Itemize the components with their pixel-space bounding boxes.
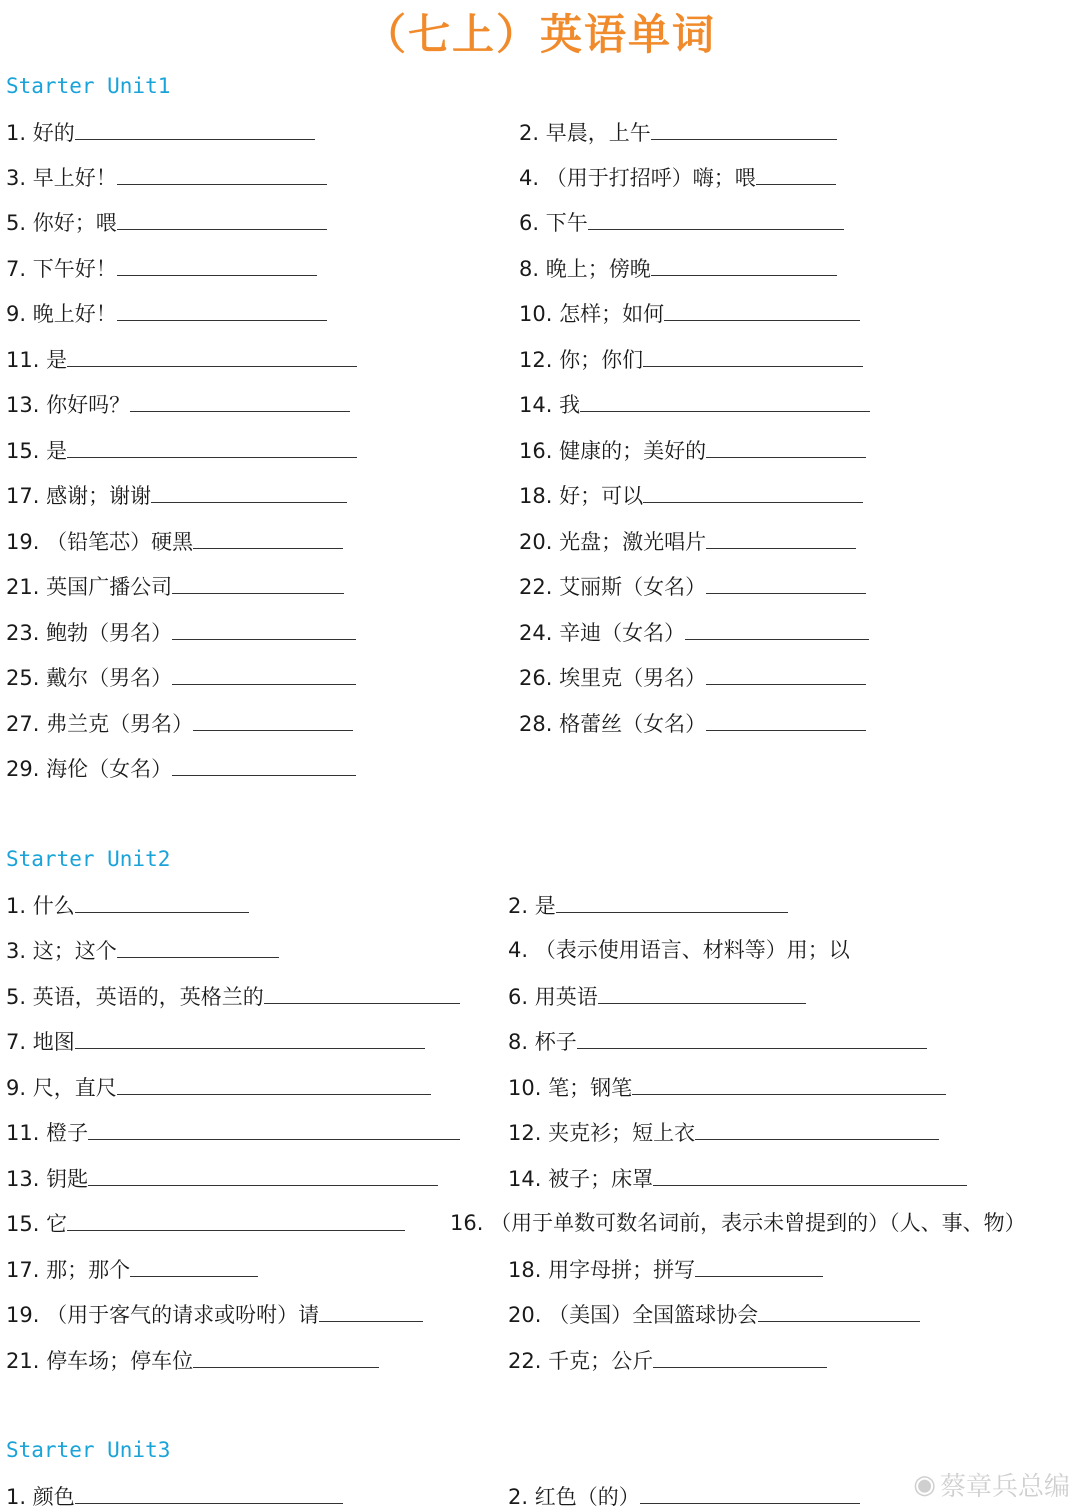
item-label: 10. 笔；钢笔 bbox=[508, 1076, 633, 1100]
list-item bbox=[6, 482, 347, 509]
answer-blank[interactable] bbox=[193, 710, 353, 731]
item-label: 5. 你好；喂 bbox=[6, 211, 117, 235]
item-label: 4. （用于打招呼）嗨；喂 bbox=[519, 166, 756, 190]
item-label: 2. 早晨，上午 bbox=[519, 121, 651, 145]
item-label: 8. 晚上；傍晚 bbox=[519, 257, 651, 281]
list-item bbox=[519, 300, 860, 327]
list-item bbox=[508, 1256, 823, 1283]
answer-blank[interactable] bbox=[117, 164, 327, 185]
answer-blank[interactable] bbox=[264, 983, 460, 1004]
item-label: 22. 千克；公斤 bbox=[508, 1349, 654, 1373]
answer-blank[interactable] bbox=[151, 482, 347, 503]
list-item bbox=[6, 391, 350, 418]
answer-blank[interactable] bbox=[88, 1165, 438, 1186]
answer-blank[interactable] bbox=[756, 164, 836, 185]
item-label: 9. 尺，直尺 bbox=[6, 1076, 117, 1100]
list-item bbox=[519, 209, 844, 236]
list-item bbox=[6, 664, 356, 691]
list-item bbox=[6, 892, 249, 919]
item-label: 13. 钥匙 bbox=[6, 1167, 89, 1191]
list-item bbox=[508, 1119, 939, 1146]
item-label: 27. 弗兰克（男名） bbox=[6, 712, 194, 736]
list-item bbox=[519, 528, 856, 555]
item-label: 26. 埃里克（男名） bbox=[519, 666, 707, 690]
unit-heading: Starter Unit3 bbox=[6, 1438, 171, 1462]
list-item bbox=[6, 1483, 343, 1510]
item-label: 5. 英语，英语的，英格兰的 bbox=[6, 985, 264, 1009]
list-item bbox=[6, 1074, 431, 1101]
item-label: 23. 鲍勃（男名） bbox=[6, 621, 173, 645]
item-label: 10. 怎样；如何 bbox=[519, 302, 665, 326]
item-label: 20. （美国）全国篮球协会 bbox=[508, 1303, 759, 1327]
item-label: 3. 这；这个 bbox=[6, 939, 117, 963]
answer-blank[interactable] bbox=[653, 1347, 827, 1368]
answer-blank[interactable] bbox=[758, 1301, 920, 1322]
list-item bbox=[6, 573, 344, 600]
answer-blank[interactable] bbox=[598, 983, 806, 1004]
list-item bbox=[508, 1347, 827, 1374]
answer-blank[interactable] bbox=[706, 528, 856, 549]
list-item bbox=[508, 1165, 967, 1192]
list-item bbox=[519, 255, 837, 282]
list-item bbox=[519, 710, 866, 737]
answer-blank[interactable] bbox=[695, 1256, 823, 1277]
answer-blank[interactable] bbox=[67, 1210, 405, 1231]
item-label: 9. 晚上好！ bbox=[6, 302, 117, 326]
item-label: 16. （用于单数可数名词前，表示未曾提到的）（人、事、物） bbox=[450, 1211, 1026, 1235]
list-item bbox=[6, 755, 356, 782]
list-item bbox=[6, 1119, 460, 1146]
list-item bbox=[519, 437, 866, 464]
answer-blank[interactable] bbox=[193, 1347, 379, 1368]
answer-blank[interactable] bbox=[172, 755, 356, 776]
answer-blank[interactable] bbox=[556, 892, 788, 913]
list-item bbox=[519, 119, 837, 146]
list-item bbox=[6, 1028, 425, 1055]
list-item bbox=[6, 1301, 423, 1328]
list-item bbox=[519, 346, 863, 373]
answer-blank[interactable] bbox=[75, 119, 315, 140]
item-label: 14. 我 bbox=[519, 393, 581, 417]
answer-blank[interactable] bbox=[88, 1119, 460, 1140]
list-item bbox=[519, 619, 869, 646]
answer-blank[interactable] bbox=[130, 1256, 258, 1277]
weibo-icon: ◉ bbox=[913, 1469, 936, 1500]
item-label: 15. 它 bbox=[6, 1212, 68, 1236]
answer-blank[interactable] bbox=[172, 664, 356, 685]
list-item bbox=[508, 1301, 920, 1328]
item-label: 12. 你；你们 bbox=[519, 348, 644, 372]
item-label: 1. 颜色 bbox=[6, 1485, 75, 1509]
list-item bbox=[6, 300, 327, 327]
list-item bbox=[508, 892, 788, 919]
answer-blank[interactable] bbox=[319, 1301, 423, 1322]
answer-blank[interactable] bbox=[67, 346, 357, 367]
list-item bbox=[6, 119, 315, 146]
list-item bbox=[519, 164, 836, 191]
item-label: 14. 被子；床罩 bbox=[508, 1167, 654, 1191]
answer-blank[interactable] bbox=[643, 346, 863, 367]
list-item bbox=[519, 482, 863, 509]
item-label: 4. （表示使用语言、材料等）用；以 bbox=[508, 938, 850, 962]
unit-heading: Starter Unit2 bbox=[6, 847, 171, 871]
item-label: 11. 橙子 bbox=[6, 1121, 89, 1145]
list-item bbox=[6, 937, 279, 964]
list-item bbox=[6, 1165, 438, 1192]
answer-blank[interactable] bbox=[664, 300, 860, 321]
watermark bbox=[913, 1466, 1070, 1503]
answer-blank[interactable] bbox=[117, 1074, 431, 1095]
item-label: 21. 英国广播公司 bbox=[6, 575, 173, 599]
list-item bbox=[6, 528, 343, 555]
answer-blank[interactable] bbox=[685, 619, 869, 640]
item-label: 3. 早上好！ bbox=[6, 166, 117, 190]
answer-blank[interactable] bbox=[577, 1028, 927, 1049]
item-label: 18. 用字母拼；拼写 bbox=[508, 1258, 696, 1282]
answer-blank[interactable] bbox=[706, 437, 866, 458]
item-label: 6. 用英语 bbox=[508, 985, 598, 1009]
item-label: 21. 停车场；停车位 bbox=[6, 1349, 194, 1373]
item-label: 25. 戴尔（男名） bbox=[6, 666, 173, 690]
answer-blank[interactable] bbox=[651, 119, 837, 140]
list-item bbox=[6, 619, 356, 646]
item-label: 1. 什么 bbox=[6, 894, 75, 918]
item-label: 2. 是 bbox=[508, 894, 556, 918]
list-item bbox=[519, 391, 870, 418]
answer-blank[interactable] bbox=[117, 300, 327, 321]
answer-blank[interactable] bbox=[653, 1165, 967, 1186]
answer-blank[interactable] bbox=[75, 1028, 425, 1049]
answer-blank[interactable] bbox=[588, 209, 844, 230]
item-label: 16. 健康的；美好的 bbox=[519, 439, 707, 463]
answer-blank[interactable] bbox=[75, 892, 249, 913]
item-label: 18. 好；可以 bbox=[519, 484, 644, 508]
item-label: 19. （用于客气的请求或吩咐）请 bbox=[6, 1303, 320, 1327]
item-label: 7. 下午好！ bbox=[6, 257, 117, 281]
list-item bbox=[6, 164, 327, 191]
item-label: 13. 你好吗？ bbox=[6, 393, 131, 417]
list-item bbox=[6, 346, 357, 373]
answer-blank[interactable] bbox=[117, 937, 279, 958]
item-label: 19. （铅笔芯）硬黑 bbox=[6, 530, 194, 554]
answer-blank[interactable] bbox=[172, 573, 344, 594]
answer-blank[interactable] bbox=[193, 528, 343, 549]
answer-blank[interactable] bbox=[643, 482, 863, 503]
list-item bbox=[508, 983, 806, 1010]
list-item bbox=[6, 1347, 379, 1374]
list-item bbox=[508, 937, 850, 963]
list-item bbox=[508, 1483, 860, 1510]
answer-blank[interactable] bbox=[706, 573, 866, 594]
list-item bbox=[6, 1256, 258, 1283]
item-label: 2. 红色（的） bbox=[508, 1485, 640, 1509]
list-item bbox=[6, 983, 460, 1010]
list-item bbox=[519, 664, 866, 691]
item-label: 12. 夹克衫；短上衣 bbox=[508, 1121, 696, 1145]
answer-blank[interactable] bbox=[117, 209, 327, 230]
list-item bbox=[6, 255, 317, 282]
list-item bbox=[6, 710, 353, 737]
list-item bbox=[450, 1210, 1026, 1236]
list-item bbox=[6, 1210, 405, 1237]
list-item bbox=[508, 1074, 946, 1101]
answer-blank[interactable] bbox=[695, 1119, 939, 1140]
item-label: 24. 辛迪（女名） bbox=[519, 621, 686, 645]
item-label: 11. 是 bbox=[6, 348, 68, 372]
list-item bbox=[519, 573, 866, 600]
list-item bbox=[6, 209, 327, 236]
item-label: 1. 好的 bbox=[6, 121, 75, 145]
answer-blank[interactable] bbox=[580, 391, 870, 412]
answer-blank[interactable] bbox=[130, 391, 350, 412]
unit-heading: Starter Unit1 bbox=[6, 74, 171, 98]
answer-blank[interactable] bbox=[117, 255, 317, 276]
item-label: 28. 格蕾丝（女名） bbox=[519, 712, 707, 736]
answer-blank[interactable] bbox=[67, 437, 357, 458]
answer-blank[interactable] bbox=[640, 1483, 860, 1504]
answer-blank[interactable] bbox=[75, 1483, 343, 1504]
answer-blank[interactable] bbox=[632, 1074, 946, 1095]
list-item bbox=[508, 1028, 927, 1055]
item-label: 29. 海伦（女名） bbox=[6, 757, 173, 781]
item-label: 22. 艾丽斯（女名） bbox=[519, 575, 707, 599]
answer-blank[interactable] bbox=[172, 619, 356, 640]
answer-blank[interactable] bbox=[706, 664, 866, 685]
item-label: 7. 地图 bbox=[6, 1030, 75, 1054]
item-label: 20. 光盘；激光唱片 bbox=[519, 530, 707, 554]
page-title: （七上）英语单词 bbox=[363, 10, 716, 59]
list-item bbox=[6, 437, 357, 464]
item-label: 6. 下午 bbox=[519, 211, 588, 235]
watermark-text: 蔡章兵总编 bbox=[939, 1472, 1070, 1502]
item-label: 15. 是 bbox=[6, 439, 68, 463]
item-label: 17. 那；那个 bbox=[6, 1258, 131, 1282]
item-label: 17. 感谢；谢谢 bbox=[6, 484, 152, 508]
answer-blank[interactable] bbox=[706, 710, 866, 731]
answer-blank[interactable] bbox=[651, 255, 837, 276]
item-label: 8. 杯子 bbox=[508, 1030, 577, 1054]
